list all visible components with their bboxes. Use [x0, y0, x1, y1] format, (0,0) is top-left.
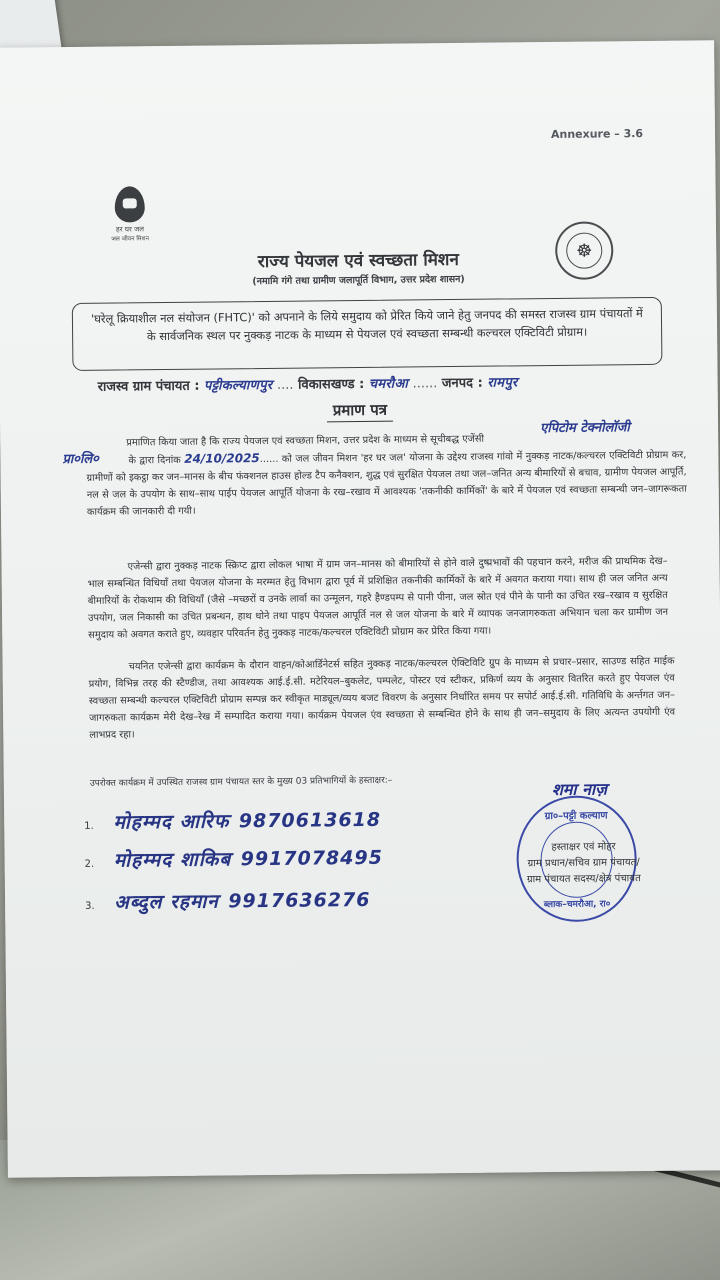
block-value: चमरौआ [368, 376, 409, 392]
certificate-paper [0, 40, 720, 1177]
para2-text: एजेन्सी द्वारा नुक्कड़ नाटक स्क्रिप्ट द्वारा लोकल भाषा में ग्राम जन–मानस को बीमारियों से होने वाले दुष्प्रभावों की पहचान करने, मरीज की प्राथमिक देख–भाल सम्बन्धित विधियाँ तथा पेयजल योजना के मरम्मत हेतु विभाग द्वारा पूर्व में प्रशिक्षित तकनीकी कार्मिकों के बारे में अवगत कराया गया। साथ ही जल जनित अन्य बीमारियों के रोकथाम की विधियाँ (जैसे –मच्छरों व उनके लार्वा का उन्मूलन, गहरे हैण्डपम्प से पानी पीना, जल स्रोत एवं पीने के पानी का उचित रख–रखाव व सुरक्षित उपयोग, जल निकासी का उचित प्रबन्धन, हाथ धोने तथा पाइप पेयजल आपूर्ति नल से जल योजना के बारे में व्यापक जनजागरुकता अभियान चला कर ग्रामीण जन समुदाय को अवगत कराते हुए, व्यवहार परिवर्तन हेतु नुक्कड़ नाटक/कल्चरल एक्टिविटी प्रोग्राम कर प्रेरित किया गया। [87, 555, 669, 641]
stamp-bottom-text: ब्लाक–चमरौआ, रा० [543, 899, 611, 911]
water-drop-logo-icon [115, 186, 145, 222]
participant-row [85, 886, 371, 915]
sign-caption [488, 839, 678, 889]
program-date: 24/10/2025 [184, 451, 260, 466]
para1-part-c: को जल जीवन मिशन 'हर घर जल' योजना के उद्देश्य राजस्व गांवो में नुक्कड़ नाटक/कल्चरल एक्टिविटी प्रोग्राम कर, ग्रामीणों को इकट्ठा कर जन–मानस के बीच फंक्शनल हाउस होल्ड टैप कनैक्शन, शुद्ध एवं सुरक्षित पेयजल तथा जल–जनित अन्य बीमारियों से बचाव, ग्रामीण पेयजल आपूर्ति, नल से जल के उपयोग के साथ–साथ पाईप पेयजल आपूर्ति योजना के रख–रखाव में आवश्यक 'तकनीकी कार्मिकों' के बारे में पेयजल एवं स्वच्छता सम्बन्धी जन–जागरूकता कार्यक्रम की जानकारी दी गयी। [86, 449, 687, 518]
participant-name: मोहम्मद शाकिब [113, 848, 232, 872]
participant-number: 1. [84, 820, 94, 832]
participant-name: मोहम्मद आरिफ [113, 810, 230, 834]
har-ghar-jal-logo [101, 186, 160, 243]
annexure-label: Annexure – 3.6 [550, 127, 644, 141]
gp-label: राजस्व ग्राम पंचायत : [97, 378, 200, 395]
block-label: विकासखण्ड : [297, 376, 365, 393]
district-value: रामपुर [487, 375, 518, 391]
logo-caption-2: जल जीवन मिशन [111, 235, 149, 243]
sign-caption-line-2: ग्राम प्रधान/सचिव ग्राम पंचायत/ [527, 857, 640, 870]
participant-row [84, 844, 383, 873]
program-heading-box: 'घरेलू क्रियाशील नल संयोजन (FHTC)' को अपनाने के लिये समुदाय को प्रेरित किये जाने हेतु जनपद की समस्त राजस्व ग्राम पंचायतों में के सार्वजनिक स्थल पर नुक्कड़ नाटक के माध्यम से पेयजल एवं स्वच्छता सम्बन्धी कल्चरल एक्टिविटी प्रोग्राम। [72, 297, 663, 371]
participant-phone: 9870613618 [238, 808, 382, 833]
participant-phone: 9917636276 [228, 888, 371, 913]
para1-part-b: के द्वारा दिनांक [128, 454, 181, 467]
district-label: जनपद : [441, 375, 483, 392]
participant-name: अब्दुल रहमान [114, 890, 219, 914]
agency-suffix-handwritten: प्रा०लि० [62, 451, 99, 468]
pradhan-signature: शमा नाज़ [551, 779, 608, 800]
mission-title: राज्य पेयजल एवं स्वच्छता मिशन [257, 249, 459, 273]
para1-part-a: प्रमाणित किया जाता है कि राज्य पेयजल एवं स्वच्छता मिशन, उत्तर प्रदेश के माध्यम से सूचीबद्ध एजेंसी [126, 433, 485, 449]
paragraph-3 [89, 653, 676, 744]
sign-caption-line-3: ग्राम पंचायत सदस्य/क्षेत्र पंचायत [526, 873, 641, 886]
para3-text: चयनित एजेन्सी द्वारा कार्यक्रम के दौरान वाहन/कोआर्डिनेटर्स सहित नुक्कड़ नाटक/कल्चरल ऐक्टिविटि ग्रुप के माध्यम से प्रचार–प्रसार, साउण्ड सहित माईक प्रयोग, विभिन्न तरह की स्टैण्डीज, तथा आवश्यक आई.ई.सी. मटेरियल–बुकलेट, पम्पलेट, पोस्टर एवं स्टीकर, प्रकिर्ण व्यय के अनुसार वितरित करते हुए पेयजल एंव स्वच्छता सम्बन्धी कल्चरल एक्टिविटी प्रोग्राम सम्पन्न कर स्वीकृत माड्यूल/व्यय बजट विवरण के अनुसार निर्धारित समय पर सपोर्ट आई.ई.सी. गतिविधि के अर्न्तगत जन–जागरुकता कार्यक्रम मेरी देख–रेख में सम्पादित कराया गया। कार्यक्रम पेयजल एंव स्वच्छता से सम्बन्धित होने के साथ ही जन–समुदाय के लिए अत्यन्त उपयोगी एंव लाभप्रद रहा। [88, 655, 676, 741]
participant-phone: 9917078495 [240, 846, 383, 871]
logo-caption-1: हर घर जल [115, 225, 145, 234]
mission-subtitle: (नमामि गंगे तथा ग्रामीण जलापूर्ति विभाग, उत्तर प्रदेश शासन) [252, 273, 465, 288]
gp-value: पट्टीकल्याणपुर [203, 377, 273, 394]
emblem-inner-icon: ☸ [566, 232, 602, 268]
participants-label: उपरोक्त कार्यक्रम में उपस्थित राजस्व ग्राम पंचायत स्तर के मुख्य 03 प्रतिभागियों के हस्ताक्षर:– [89, 775, 393, 789]
agency-handwritten: एपिटोम टेक्नोलॉजी [540, 420, 630, 437]
certificate-title: प्रमाण पत्र [327, 400, 393, 423]
participant-row [84, 806, 381, 835]
panchayat-row: राजस्व ग्राम पंचायत : पट्टीकल्याणपुर .... विकासखण्ड : चमरौआ ...... जनपद : रामपुर [97, 375, 518, 395]
sign-caption-line-1: हस्ताक्षर एवं मोहर [551, 841, 616, 854]
stamp-top-text: ग्रा०–पट्टी कल्याण [544, 810, 608, 823]
participant-number: 2. [84, 858, 95, 870]
participant-number: 3. [85, 900, 95, 912]
paragraph-2 [87, 553, 668, 644]
paragraph-1: प्रमाणित किया जाता है कि राज्य पेयजल एवं स्वच्छता मिशन, उत्तर प्रदेश के माध्यम से सूचीबद्ध एजेंसी के द्वारा दिनांक 24/10/2025...... को जल जीवन मिशन 'हर घर जल' योजना के उद्देश्य राजस्व गांवो में नुक्कड़ नाटक/कल्चरल एक्टिविटी प्रोग्राम कर, ग्रामीणों को इकट्ठा कर जन–मानस के बीच फंक्शनल हाउस होल्ड टैप कनैक्शन, शुद्ध एवं सुरक्षित पेयजल तथा जल–जनित अन्य बीमारियों से बचाव, ग्रामीण पेयजल आपूर्ति, नल से जल के उपयोग के साथ–साथ पाईप पेयजल आपूर्ति योजना के रख–रखाव में आवश्यक 'तकनीकी कार्मिकों' के बारे में पेयजल एवं स्वच्छता सम्बन्धी जन–जागरूकता कार्यक्रम की जानकारी दी गयी। [86, 433, 687, 518]
